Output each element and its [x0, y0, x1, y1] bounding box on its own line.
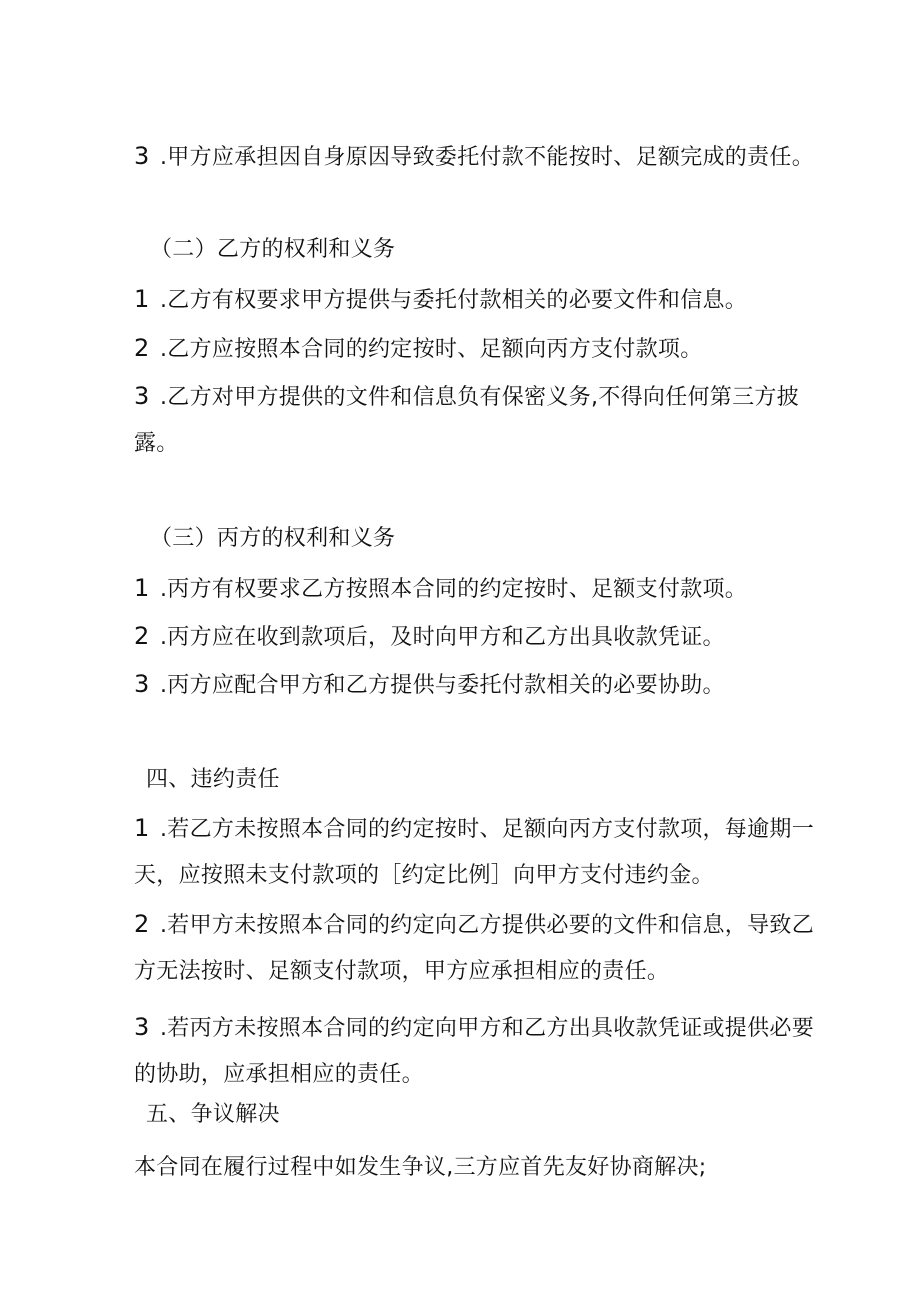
item-number: 2 — [134, 622, 150, 650]
party-b-item-3 — [134, 381, 799, 413]
item-text: .甲方应承担因自身原因导致委托付款不能按时、足额完成的责任。 — [160, 145, 814, 170]
item-text: .若甲方未按照本合同的约定向乙方提供必要的文件和信息，导致乙 — [160, 913, 814, 938]
breach-item-1 — [134, 813, 814, 845]
party-c-item-3 — [134, 669, 725, 701]
item-number: 1 — [134, 814, 150, 842]
item-text: .丙方应在收到款项后，及时向甲方和乙方出具收款凭证。 — [160, 625, 725, 650]
item-number: 2 — [134, 910, 150, 938]
breach-item-3-continuation: 的协助，应承担相应的责任。 — [134, 1062, 424, 1087]
item-text: .乙方有权要求甲方提供与委托付款相关的必要文件和信息。 — [160, 288, 748, 313]
party-b-item-1 — [134, 284, 747, 316]
party-b-item-3-continuation: 露。 — [134, 431, 179, 456]
item-number: 3 — [134, 382, 150, 410]
item-number: 3 — [134, 670, 150, 698]
breach-item-2 — [134, 909, 814, 941]
item-number: 3 — [134, 1013, 150, 1041]
item-number: 3 — [134, 142, 150, 170]
breach-item-2-continuation: 方无法按时、足额支付款项，甲方应承担相应的责任。 — [134, 959, 670, 984]
dispute-paragraph: 本合同在履行过程中如发生争议,三方应首先友好协商解决; — [134, 1155, 707, 1180]
item-number: 1 — [134, 285, 150, 313]
party-b-item-2 — [134, 333, 703, 365]
breach-item-3 — [134, 1012, 814, 1044]
party-a-item-3 — [134, 141, 814, 173]
breach-item-1-continuation: 天，应按照未支付款项的［约定比例］向甲方支付违约金。 — [134, 863, 714, 888]
item-text: .丙方有权要求乙方按照本合同的约定按时、足额支付款项。 — [160, 577, 748, 602]
item-text: .乙方对甲方提供的文件和信息负有保密义务,不得向任何第三方披 — [160, 385, 799, 410]
item-number: 1 — [134, 574, 150, 602]
section-heading-breach: 四、违约责任 — [146, 767, 280, 792]
item-text: .乙方应按照本合同的约定按时、足额向丙方支付款项。 — [160, 337, 703, 362]
section-heading-party-c: （三）丙方的权利和义务 — [150, 526, 396, 551]
section-heading-dispute: 五、争议解决 — [146, 1102, 280, 1127]
item-text: .若丙方未按照本合同的约定向甲方和乙方出具收款凭证或提供必要 — [160, 1016, 814, 1041]
item-text: .丙方应配合甲方和乙方提供与委托付款相关的必要协助。 — [160, 673, 725, 698]
party-c-item-2 — [134, 621, 725, 653]
item-text: .若乙方未按照本合同的约定按时、足额向丙方支付款项，每逾期一 — [160, 817, 814, 842]
party-c-item-1 — [134, 573, 747, 605]
section-heading-party-b: （二）乙方的权利和义务 — [150, 237, 396, 262]
item-number: 2 — [134, 334, 150, 362]
